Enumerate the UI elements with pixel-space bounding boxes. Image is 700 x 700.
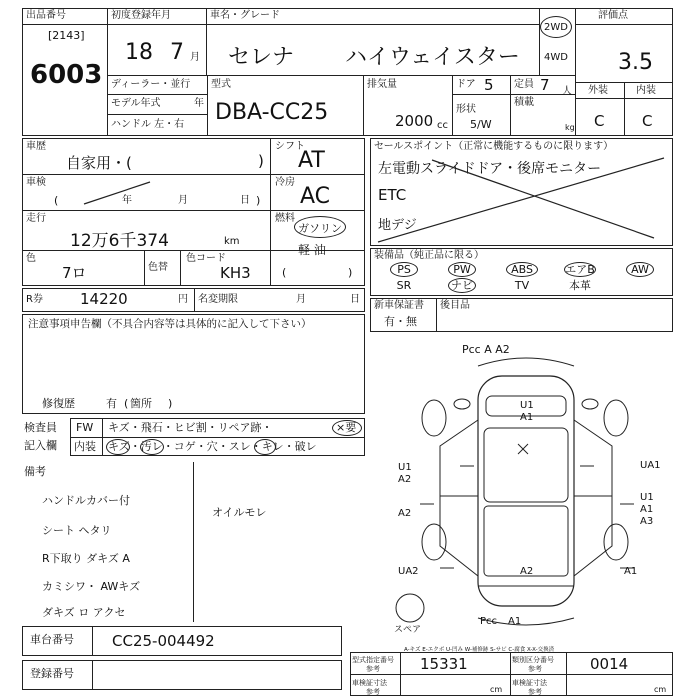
displacement-label: 排気量 bbox=[367, 79, 397, 90]
mark-a2-left: A2 bbox=[398, 474, 412, 485]
inspector-row1: キズ・飛石・ヒビ割・リペア跡・ bbox=[108, 421, 273, 434]
cm-2: cm bbox=[654, 685, 667, 694]
car-name-label: 車名・グレード bbox=[210, 10, 280, 21]
cm-1: cm bbox=[490, 685, 503, 694]
inspector-needed: ×要 bbox=[336, 421, 357, 434]
divider bbox=[566, 652, 567, 696]
inspection-label: 車検 bbox=[26, 177, 46, 188]
divider bbox=[575, 24, 673, 25]
class-value: 0014 bbox=[590, 655, 629, 673]
notes-title: 注意事項申告欄（不具合内容等は具体的に記入して下さい） bbox=[28, 318, 312, 330]
spare-label: スペア bbox=[394, 625, 422, 635]
lot-label: 出品番号 bbox=[26, 10, 66, 21]
mileage-value: 12万6千374 bbox=[70, 231, 169, 251]
lot-small: [2143] bbox=[48, 29, 85, 42]
mark-a1-right: A1 bbox=[640, 504, 654, 515]
mark-a1-rear: A1 bbox=[508, 616, 522, 627]
equip-sr: SR bbox=[396, 279, 412, 292]
dealer-label: ディーラー・並行 bbox=[111, 79, 191, 90]
mark-a1-top: A1 bbox=[520, 412, 534, 423]
divider bbox=[363, 75, 364, 136]
divider bbox=[206, 8, 207, 75]
handle-label: ハンドル 左・右 bbox=[111, 119, 185, 130]
divider bbox=[144, 250, 145, 286]
divider bbox=[193, 462, 194, 622]
fuel-option: 軽 油 bbox=[298, 243, 326, 257]
repair-label: 修復歴 bbox=[42, 397, 75, 410]
grade: ハイウェイスター bbox=[345, 45, 520, 70]
drive-4wd: 4WD bbox=[544, 52, 568, 63]
equip-navi: ナビ bbox=[451, 279, 473, 292]
grade-score: 3.5 bbox=[618, 50, 653, 75]
divider bbox=[22, 24, 107, 25]
remark-line-2: シート ヘタリ bbox=[42, 524, 112, 537]
inspection-strike bbox=[80, 178, 160, 208]
repair-places: 箇所 bbox=[130, 397, 152, 410]
load-unit: kg bbox=[565, 123, 575, 132]
divider bbox=[539, 8, 540, 75]
displacement-value: 2000 bbox=[395, 112, 434, 130]
divider bbox=[107, 114, 207, 115]
shape-label: 形状 bbox=[456, 104, 476, 115]
sales-label: セールスポイント（正常に機能するものに限ります） bbox=[374, 141, 614, 152]
reg-year-label: 初度登録年月 bbox=[111, 10, 171, 21]
equip-ps: PS bbox=[397, 263, 411, 276]
fuel-open: ( bbox=[282, 266, 287, 279]
month-unit: 月 bbox=[190, 52, 200, 63]
remark-right: オイルモレ bbox=[212, 506, 267, 519]
equip-circle bbox=[390, 262, 418, 277]
lot-number: 6003 bbox=[30, 60, 103, 90]
divider bbox=[180, 250, 181, 286]
equip-circle bbox=[506, 262, 538, 277]
car-name: セレナ bbox=[228, 45, 295, 70]
divider bbox=[452, 94, 575, 95]
type-cert-label: 型式指定番号 bbox=[352, 656, 394, 664]
class-label: 類別区分番号 bbox=[512, 656, 554, 664]
mileage-label: 走行 bbox=[26, 213, 46, 224]
mirror-label: 後目品 bbox=[440, 300, 470, 311]
color-code-value: KH3 bbox=[220, 264, 251, 282]
sales-line-1: 左電動スライドドア・後席モニター bbox=[378, 161, 602, 177]
chassis-value: CC25-004492 bbox=[112, 632, 215, 650]
load-label: 積載 bbox=[514, 97, 534, 108]
ref-label-3: 参考 bbox=[366, 688, 380, 696]
size-label-1: 車検証寸法 bbox=[352, 679, 387, 687]
shift-label: シフト bbox=[275, 141, 305, 152]
reg-month: 7 bbox=[170, 40, 184, 65]
divider bbox=[270, 138, 271, 286]
shift-value: AT bbox=[298, 148, 325, 173]
remark-line-5: ダキズ ロ アクセ bbox=[42, 606, 126, 619]
divider bbox=[510, 75, 511, 136]
interior-value: C bbox=[642, 112, 653, 130]
equip-pw: PW bbox=[453, 263, 471, 276]
mark-ua1-right: UA1 bbox=[640, 460, 661, 471]
mark-a2-rear: A2 bbox=[520, 566, 534, 577]
history-close: ) bbox=[258, 152, 264, 170]
warranty-value: 有・無 bbox=[384, 315, 417, 328]
remark-line-4: カミシワ・ AWキズ bbox=[42, 580, 141, 593]
equip-airbag: エアB bbox=[565, 263, 595, 276]
divider bbox=[92, 626, 93, 656]
divider bbox=[92, 660, 93, 690]
cc-unit: cc bbox=[437, 120, 448, 131]
diagram-legend: A-キズ E-エクボ U-凹み W-補修跡 S-サビ C-腐食 X-X-交換済 bbox=[404, 647, 555, 653]
history-label: 車歴 bbox=[26, 141, 46, 152]
sales-line-2: ETC bbox=[378, 186, 407, 204]
color-label: 色 bbox=[26, 253, 36, 264]
divider bbox=[22, 174, 365, 175]
mileage-unit: km bbox=[224, 236, 240, 247]
repair-close: ) bbox=[168, 397, 173, 410]
size-label-2: 車検証寸法 bbox=[512, 679, 547, 687]
divider bbox=[400, 652, 401, 696]
fuel-value: ガソリン bbox=[298, 222, 342, 235]
fuel-close: ) bbox=[348, 266, 353, 279]
remark-line-1: ハンドルカバー付 bbox=[42, 494, 130, 507]
mark-a1-right-rear: A1 bbox=[624, 566, 638, 577]
car-diagram bbox=[380, 336, 680, 636]
yen-unit: 円 bbox=[178, 294, 188, 305]
recycle-label: R券 bbox=[26, 294, 43, 305]
recycle-value: 14220 bbox=[80, 290, 128, 308]
ref-label-2: 参考 bbox=[528, 665, 542, 673]
doors-value: 5 bbox=[484, 76, 494, 94]
history-value: 自家用・( bbox=[66, 154, 132, 172]
divider bbox=[70, 437, 365, 438]
stain-circle bbox=[140, 439, 164, 455]
divider bbox=[194, 288, 195, 312]
divider bbox=[624, 82, 625, 136]
chassis-label: 車台番号 bbox=[30, 633, 74, 646]
color-value: 7ロ bbox=[62, 264, 87, 282]
aircon-label: 冷房 bbox=[275, 177, 295, 188]
exterior-label: 外装 bbox=[588, 85, 608, 96]
divider bbox=[510, 652, 511, 696]
equip-circle bbox=[448, 262, 476, 277]
model-year-label: モデル年式 bbox=[111, 98, 161, 109]
color-change-label: 色替 bbox=[148, 262, 168, 273]
equip-circle bbox=[626, 262, 654, 277]
divider bbox=[107, 24, 539, 25]
color-code-label: 色コード bbox=[186, 253, 226, 264]
grade-score-label: 評価点 bbox=[598, 10, 628, 21]
fuel-label: 燃料 bbox=[275, 213, 295, 224]
sales-line-3: 地デジ bbox=[378, 218, 417, 233]
inspector-label-1: 検査員 bbox=[24, 421, 57, 434]
capacity-label: 定員 bbox=[514, 79, 534, 90]
mark-u1-right: U1 bbox=[640, 492, 654, 503]
equip-circle bbox=[448, 278, 476, 293]
inspection-day: 日 bbox=[240, 195, 250, 206]
equip-circle bbox=[564, 262, 596, 277]
inspector-label-2: 記入欄 bbox=[24, 439, 57, 452]
divider bbox=[102, 418, 103, 456]
needed-circle bbox=[332, 420, 362, 436]
warranty-label: 新車保証書 bbox=[374, 300, 424, 311]
capacity-value: 7 bbox=[540, 76, 550, 94]
repair-paren: ( bbox=[124, 397, 129, 410]
capacity-unit: 人 bbox=[562, 86, 572, 97]
inspector-fw: FW bbox=[76, 421, 94, 434]
shape-value: 5/W bbox=[470, 118, 492, 131]
inspector-row2: キズ・汚レ・コゲ・穴・スレ・キレ・破レ bbox=[108, 440, 317, 453]
exterior-value: C bbox=[594, 112, 605, 130]
inspection-year: 年 bbox=[122, 195, 132, 206]
repair-value: 有 bbox=[106, 397, 117, 410]
doors-label: ドア bbox=[456, 79, 476, 90]
remarks-label: 備考 bbox=[24, 465, 46, 478]
mark-u1-left: U1 bbox=[398, 462, 412, 473]
mark-ua2-left: UA2 bbox=[398, 566, 419, 577]
aircon-value: AC bbox=[300, 184, 331, 209]
equip-tv: TV bbox=[514, 279, 530, 292]
reg-label: 登録番号 bbox=[30, 667, 74, 680]
mark-a3-right: A3 bbox=[640, 516, 654, 527]
expiry-day: 日 bbox=[350, 294, 360, 305]
divider bbox=[436, 298, 437, 332]
reg-year: 18 bbox=[125, 40, 153, 65]
expiry-label: 名変期限 bbox=[198, 294, 238, 305]
scratch-circle bbox=[106, 439, 130, 455]
divider bbox=[452, 75, 453, 136]
mark-u1-top: U1 bbox=[520, 400, 534, 411]
mark-a2-left-mid: A2 bbox=[398, 508, 412, 519]
divider bbox=[107, 94, 207, 95]
inspection-open: ( bbox=[54, 194, 59, 207]
divider bbox=[350, 674, 673, 675]
inspector-interior: 内装 bbox=[74, 440, 96, 453]
equipment-label: 装備品（純正品に限る） bbox=[374, 250, 484, 261]
drive-2wd: 2WD bbox=[544, 22, 568, 33]
equip-leather: 本革 bbox=[569, 279, 591, 292]
diagram-top-label: Pcc A A2 bbox=[462, 343, 510, 356]
ref-label-4: 参考 bbox=[528, 688, 542, 696]
model-year-unit: 年 bbox=[194, 98, 204, 109]
interior-label: 内装 bbox=[636, 85, 656, 96]
inspection-month: 月 bbox=[178, 195, 188, 206]
type-label: 型式 bbox=[211, 79, 231, 90]
type-cert-value: 15331 bbox=[420, 655, 468, 673]
remark-line-3: R下取り ダキズ A bbox=[42, 552, 130, 565]
divider bbox=[107, 75, 575, 76]
inspection-close: ) bbox=[256, 194, 261, 207]
divider bbox=[107, 8, 108, 136]
equip-abs: ABS bbox=[511, 263, 533, 276]
mark-pcc-rear: Pcc bbox=[480, 616, 498, 627]
sales-strike bbox=[372, 152, 672, 244]
ref-label-1: 参考 bbox=[366, 665, 380, 673]
divider bbox=[22, 210, 365, 211]
divider bbox=[575, 8, 576, 136]
equip-aw: AW bbox=[631, 263, 649, 276]
wear-circle bbox=[254, 439, 276, 455]
divider bbox=[207, 75, 208, 136]
type-value: DBA-CC25 bbox=[215, 100, 329, 125]
expiry-month: 月 bbox=[296, 294, 306, 305]
